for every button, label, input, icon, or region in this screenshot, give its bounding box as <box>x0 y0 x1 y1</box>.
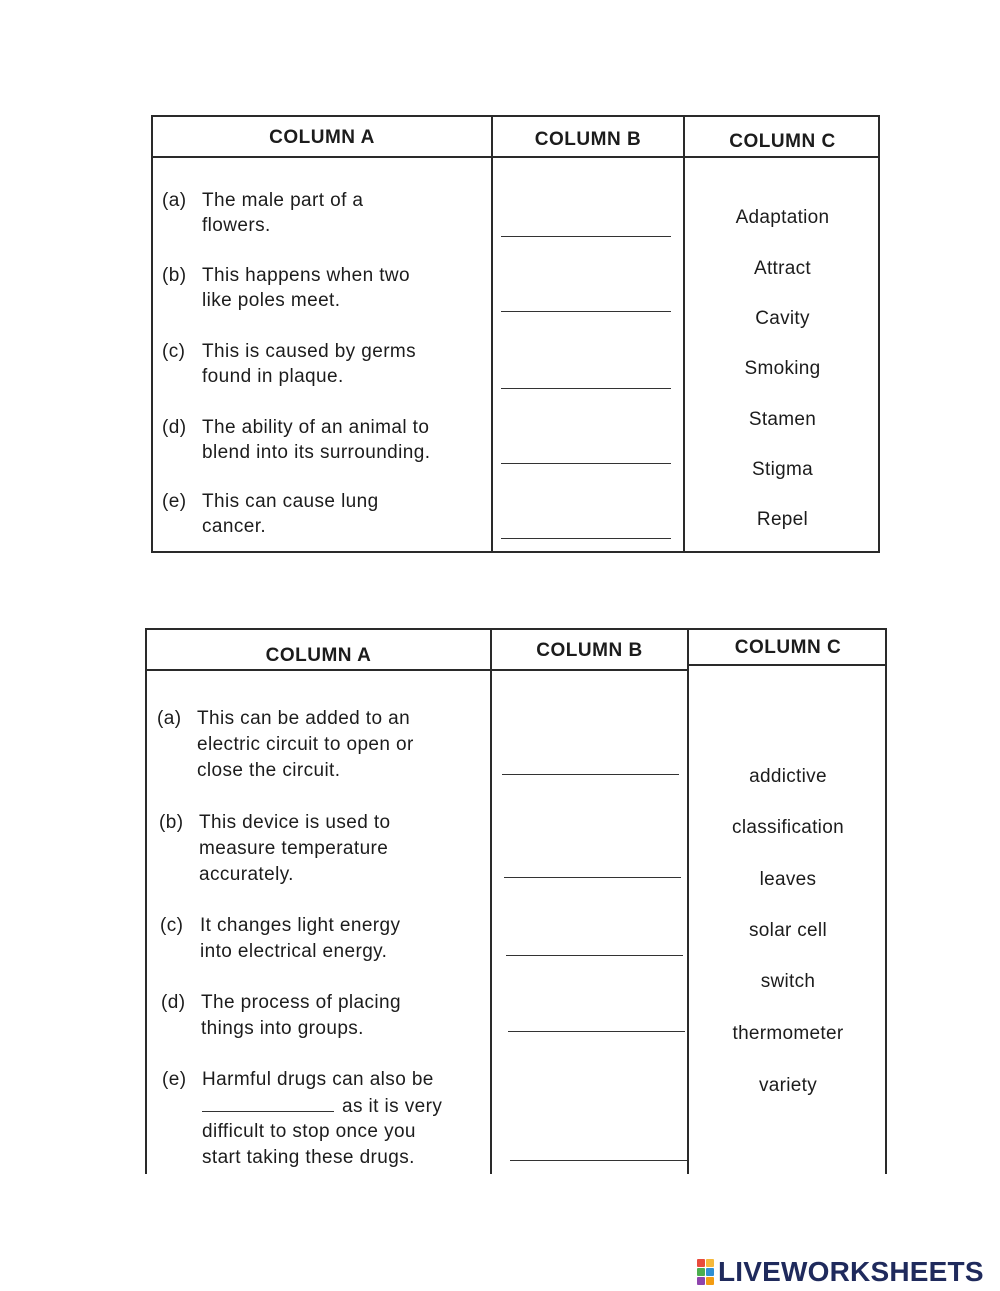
answer-blank-c[interactable] <box>501 388 671 389</box>
option-repel: Repel <box>756 509 809 530</box>
answer-blank-e[interactable] <box>501 538 671 539</box>
column-divider <box>491 117 493 551</box>
option-addictive: addictive <box>749 766 827 787</box>
answer-blank-d[interactable] <box>508 1031 685 1032</box>
option-stigma: Stigma <box>752 459 813 480</box>
option-cavity: Cavity <box>755 308 810 329</box>
column-divider <box>490 630 492 1174</box>
column-c-header: COLUMN C <box>729 131 836 152</box>
option-attract: Attract <box>753 258 811 279</box>
column-b-header: COLUMN B <box>536 640 643 661</box>
option-variety: variety <box>758 1075 818 1096</box>
column-a-header: COLUMN A <box>269 127 375 148</box>
option-switch: switch <box>760 971 816 992</box>
option-thermometer: thermometer <box>732 1023 844 1044</box>
answer-blank-a[interactable] <box>502 774 679 775</box>
column-a-header: COLUMN A <box>265 645 372 666</box>
answer-blank-a[interactable] <box>501 236 671 237</box>
option-classification: classification <box>732 817 844 838</box>
logo-text: LIVEWORKSHEETS <box>718 1256 984 1287</box>
answer-blank-b[interactable] <box>501 311 671 312</box>
answer-blank-d[interactable] <box>501 463 671 464</box>
option-adaptation: Adaptation <box>735 207 830 228</box>
liveworksheets-logo[interactable] <box>697 1256 984 1288</box>
header-divider <box>687 664 885 666</box>
liveworksheets-logo-icon <box>697 1259 714 1285</box>
option-stamen: Stamen <box>748 409 817 430</box>
matching-table-2: COLUMN A COLUMN B COLUMN C (a) This can be added to an electric circuit to open or close the circuit. (b) This device is used to measure temperature accurately. (c) It changes light energy into electrical energy. (d) The process of placing things into groups. (e) Harmful drugs can also be as it is very difficult to stop once you start taking these drugs. addictive classification leaves solar cell switch thermometer variety <box>145 628 887 1174</box>
inline-answer-blank[interactable] <box>202 1093 334 1112</box>
answer-blank-e[interactable] <box>510 1160 687 1161</box>
option-smoking: Smoking <box>744 358 821 379</box>
column-c-header: COLUMN C <box>734 637 842 658</box>
matching-table-1: COLUMN A COLUMN B COLUMN C (a) The male part of a flowers. (b) This happens when two like poles meet. (c) This is caused by germs found in plaque. (d) The ability of an animal to blend into its surrounding. (e) This can cause lung cancer. Adaptation Attract Cavity Smoking Stamen Stigma Repel <box>151 115 880 553</box>
answer-blank-c[interactable] <box>506 955 683 956</box>
column-b-header: COLUMN B <box>534 129 642 150</box>
answer-blank-b[interactable] <box>504 877 681 878</box>
option-solar-cell: solar cell <box>749 920 827 941</box>
option-leaves: leaves <box>759 869 817 890</box>
column-divider <box>683 117 685 551</box>
header-divider <box>147 669 687 671</box>
header-divider <box>153 156 878 158</box>
